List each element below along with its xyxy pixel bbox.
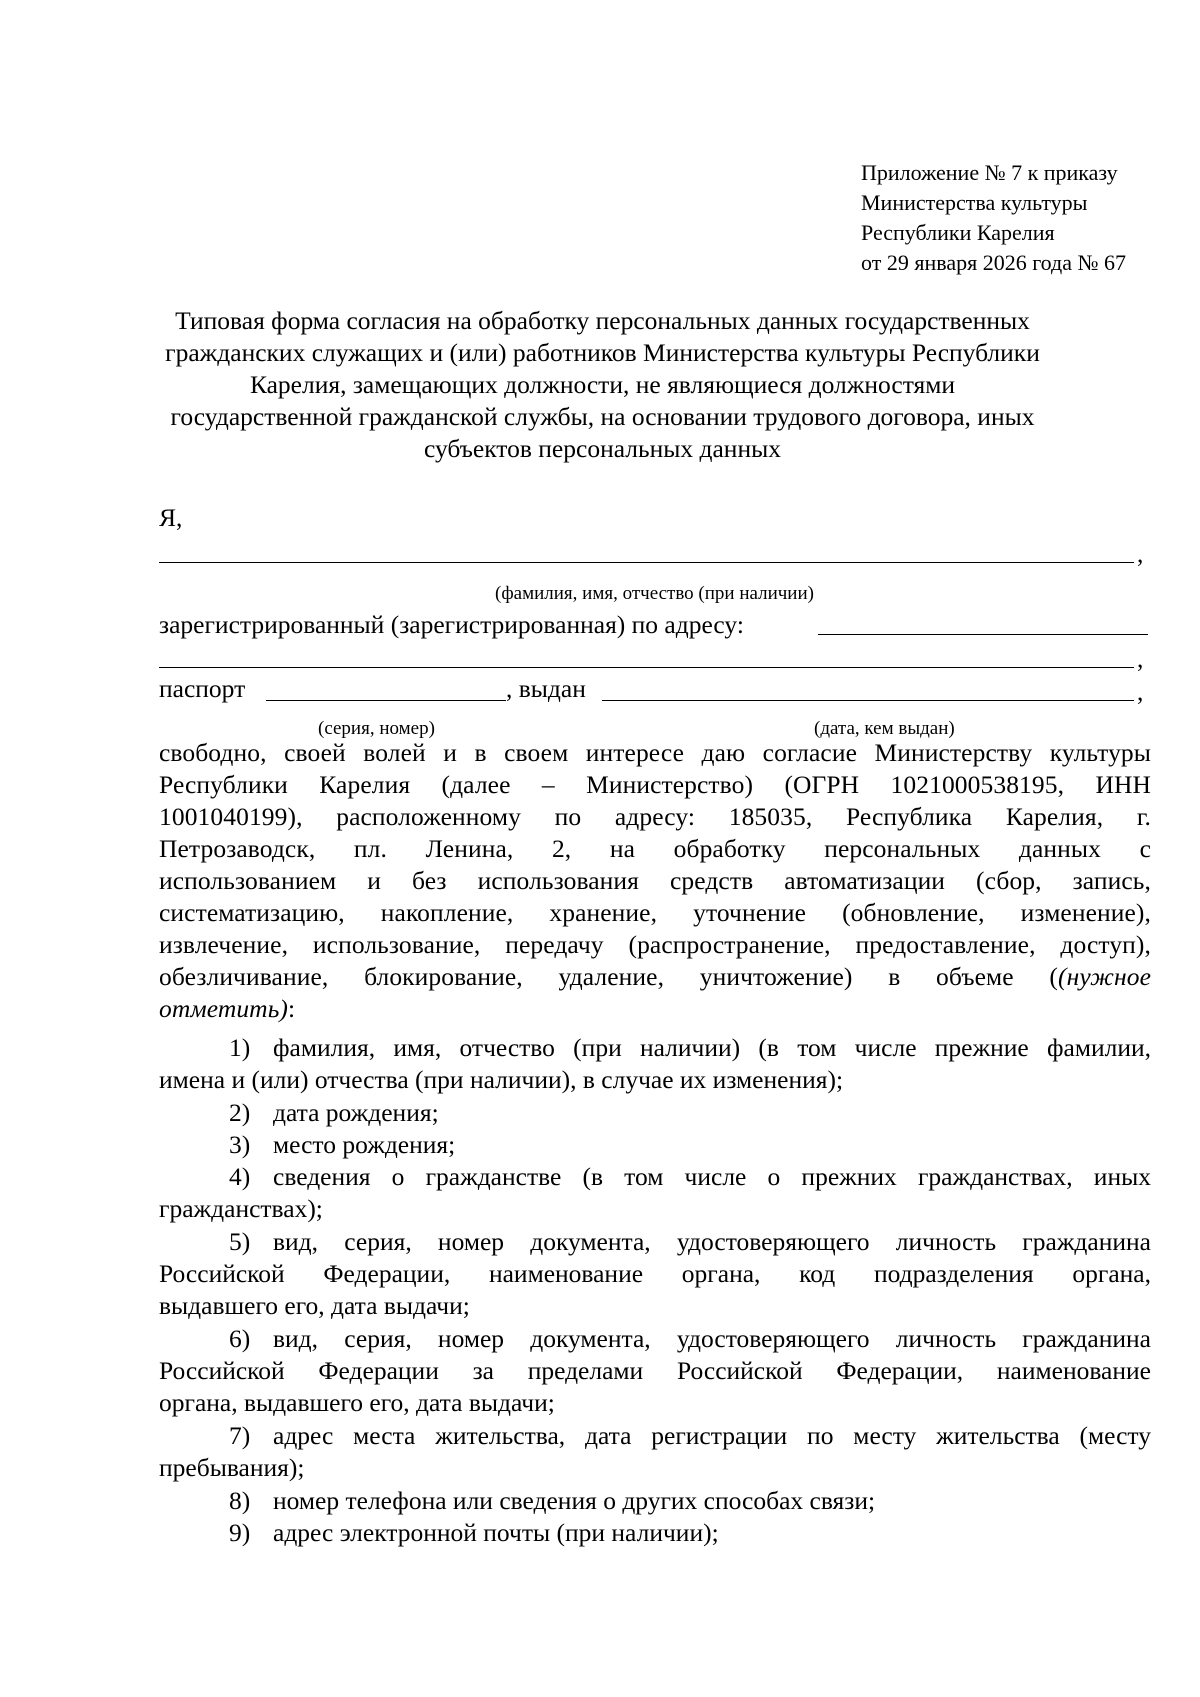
- list-item-line: выдавшего его, дата выдачи;: [159, 1291, 470, 1320]
- list-item: [159, 1323, 1151, 1419]
- annex-line: Министерства культуры: [861, 190, 1088, 215]
- item-text: адрес электронной почты (при наличии);: [273, 1518, 719, 1547]
- consent-paragraph: [159, 737, 1151, 1025]
- passport-series-field[interactable]: [266, 700, 506, 701]
- item-text: дата рождения;: [273, 1098, 439, 1127]
- consent-line: [159, 993, 1151, 1025]
- list-item-line: органа, выдавшего его, дата выдачи;: [159, 1388, 555, 1417]
- consent-line: [159, 961, 1151, 993]
- list-item: [159, 1517, 1151, 1549]
- title-line: Карелия, замещающих должности, не являющиеся должностями: [249, 370, 956, 399]
- consent-line-text: обезличивание, блокирование, удаление, уничтожение) в объеме (: [159, 962, 1059, 991]
- note-italic: (нужное: [1058, 962, 1151, 991]
- item-number: 6): [229, 1324, 251, 1353]
- consent-line: использованием и без использования средств автоматизации (сбор, запись,: [159, 866, 1151, 895]
- item-number: 3): [229, 1130, 251, 1159]
- list-item: [159, 1129, 1151, 1161]
- item-text: вид, серия, номер документа, удостоверяющего личность гражданина: [273, 1227, 1151, 1256]
- title-line: Типовая форма согласия на обработку персональных данных государственных: [175, 306, 1030, 335]
- list-item-line: пребывания);: [159, 1453, 305, 1482]
- consent-line: систематизацию, накопление, хранение, уточнение (обновление, изменение),: [159, 898, 1151, 927]
- list-item-line: имена и (или) отчества (при наличии), в случае их изменения);: [159, 1065, 844, 1094]
- item-number: 1): [229, 1033, 251, 1062]
- item-text: сведения о гражданстве (в том числе о прежних гражданствах, иных: [273, 1162, 1151, 1191]
- passport-issued-field[interactable]: [602, 700, 1134, 701]
- annex-header: [861, 158, 1126, 278]
- item-number: 5): [229, 1227, 251, 1256]
- item-number: 7): [229, 1421, 251, 1450]
- fio-caption: (фамилия, имя, отчество (при наличии): [495, 583, 814, 604]
- consent-line: свободно, своей волей и в своем интересе даю согласие Министерству культуры: [159, 738, 1151, 767]
- consent-line: Петрозаводск, пл. Ленина, 2, на обработку персональных данных с: [159, 834, 1151, 863]
- list-item-line: [159, 1129, 1151, 1161]
- list-item: [159, 1226, 1151, 1322]
- title-line: субъектов персональных данных: [424, 434, 781, 463]
- annex-line: Республики Карелия: [861, 220, 1055, 245]
- item-text: фамилия, имя, отчество (при наличии) (в том числе прежние фамилии,: [273, 1033, 1151, 1062]
- address-field[interactable]: [818, 634, 1148, 635]
- list-item-line: [159, 1161, 1151, 1193]
- item-number: 2): [229, 1098, 251, 1127]
- list-item-line: гражданствах);: [159, 1194, 323, 1223]
- list-item: [159, 1097, 1151, 1129]
- list-item-line: Российской Федерации, наименование органа, код подразделения органа,: [159, 1259, 1151, 1288]
- note-italic: отметить): [159, 994, 288, 1023]
- list-item-line: [159, 1485, 1151, 1517]
- title-line: государственной гражданской службы, на основании трудового договора, иных: [170, 402, 1035, 431]
- passport-label: паспорт: [159, 674, 246, 703]
- issued-label: , выдан: [506, 674, 586, 703]
- issued-caption: (дата, кем выдан): [814, 718, 955, 739]
- item-text: вид, серия, номер документа, удостоверяющего личность гражданина: [273, 1324, 1151, 1353]
- item-text: адрес места жительства, дата регистрации по месту жительства (месту: [273, 1421, 1151, 1450]
- list-item-line: [159, 1032, 1151, 1064]
- list-item-line: [159, 1420, 1151, 1452]
- list-item-line: [159, 1226, 1151, 1258]
- list-item-line: [159, 1097, 1151, 1129]
- consent-line: 1001040199), расположенному по адресу: 185035, Республика Карелия, г.: [159, 802, 1151, 831]
- registered-label: зарегистрированный (зарегистрированная) по адресу:: [159, 610, 744, 639]
- fio-field[interactable]: [159, 562, 1134, 563]
- document-title: [150, 305, 1055, 465]
- fio-comma: ,: [1137, 539, 1144, 568]
- item-text: номер телефона или сведения о других способах связи;: [273, 1486, 876, 1515]
- address-comma: ,: [1137, 644, 1144, 673]
- item-text: место рождения;: [273, 1130, 456, 1159]
- title-line: гражданских служащих и (или) работников Министерства культуры Республики: [165, 338, 1040, 367]
- list-item-line: [159, 1323, 1151, 1355]
- list-item-line: Российской Федерации за пределами Российской Федерации, наименование: [159, 1356, 1151, 1385]
- consent-line: извлечение, использование, передачу (распространение, предоставление, доступ),: [159, 930, 1151, 959]
- annex-line: от 29 января 2026 года № 67: [861, 250, 1126, 275]
- item-number: 8): [229, 1486, 251, 1515]
- passport-comma: ,: [1137, 677, 1144, 706]
- consent-line: Республики Карелия (далее – Министерство) (ОГРН 1021000538195, ИНН: [159, 770, 1151, 799]
- list-item-line: [159, 1517, 1151, 1549]
- consent-line-text: :: [288, 994, 296, 1023]
- list-item: [159, 1032, 1151, 1096]
- ya-label: Я,: [159, 503, 183, 532]
- item-number: 9): [229, 1518, 251, 1547]
- annex-line: Приложение № 7 к приказу: [861, 160, 1118, 185]
- list-item: [159, 1161, 1151, 1225]
- list-item: [159, 1485, 1151, 1517]
- list-item: [159, 1420, 1151, 1484]
- address-field-continued[interactable]: [159, 667, 1134, 668]
- item-number: 4): [229, 1162, 251, 1191]
- series-caption: (серия, номер): [318, 718, 435, 739]
